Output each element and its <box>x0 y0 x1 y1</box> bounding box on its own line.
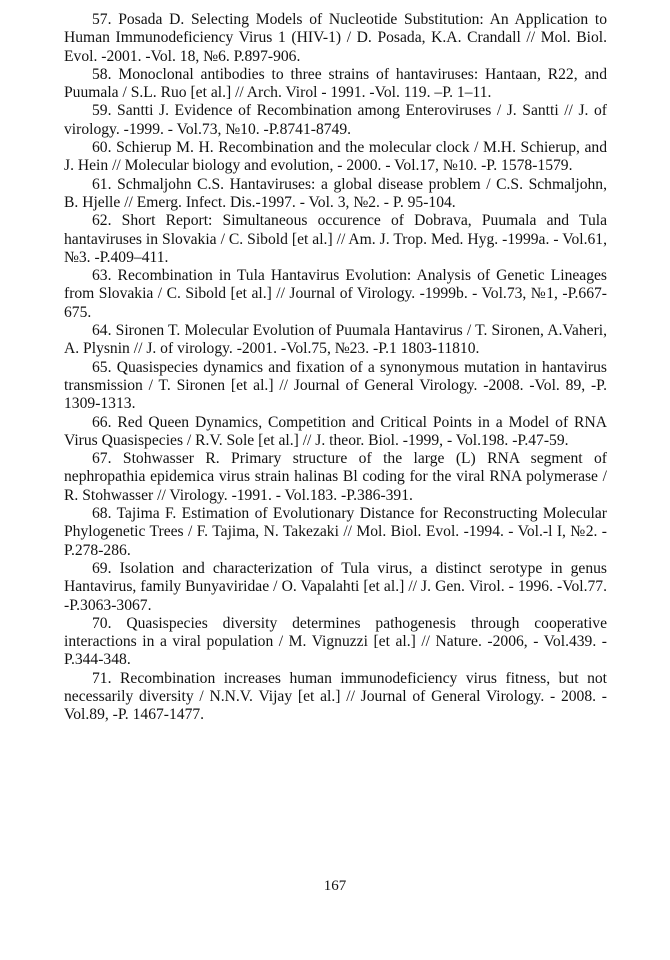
reference-69: 69. Isolation and characterization of Tula virus, a distinct serotype in genus Hantavirus, family Bunyaviridae / O. Vapalahti [et al.] // J. Gen. Virol. - 1996. -Vol.77. -P.3063-3067. <box>64 559 607 614</box>
reference-64: 64. Sironen T. Molecular Evolution of Puumala Hantavirus / T. Sironen, A.Vaheri, A. Plysnin // J. of virology. -2001. -Vol.75, №23. -P.1 1803-11810. <box>64 322 607 358</box>
reference-58: 58. Monoclonal antibodies to three strains of hantaviruses: Hantaan, R22, and Puumala / S.L. Ruo [et al.] // Arch. Virol - 1991. -Vol. 119. –P. 1–11. <box>64 65 607 102</box>
reference-68: 68. Tajima F. Estimation of Evolutionary Distance for Reconstructing Molecular Phylogenetic Trees / F. Tajima, N. Takezaki // Mol. Biol. Evol. -1994. - Vol.-l I, №2. -P.278-286. <box>64 505 607 559</box>
reference-65: 65. Quasispecies dynamics and fixation of a synonymous mutation in hantavirus transmission / T. Sironen [et al.] // Journal of General Virology. -2008. -Vol. 89, -P. 1309-1313. <box>64 358 607 413</box>
reference-list <box>64 11 607 725</box>
page-number: 167 <box>323 878 347 894</box>
reference-60: 60. Schierup M. H. Recombination and the molecular clock / M.H. Schierup, and J. Hein // Molecular biology and evolution, - 2000. - Vol.17, №10. -P. 1578-1579. <box>64 139 607 175</box>
reference-71: 71. Recombination increases human immunodeficiency virus fitness, but not necessarily diversity / N.N.V. Vijay [et al.] // Journal of General Virology. - 2008. -Vol.89, -P. 1467-1477. <box>64 669 607 724</box>
reference-61: 61. Schmaljohn C.S. Hantaviruses: a global disease problem / C.S. Schmaljohn, B. Hjelle // Emerg. Infect. Dis.-1997. - Vol. 3, №2. - P. 95-104. <box>64 175 607 211</box>
reference-66: 66. Red Queen Dynamics, Competition and Critical Points in a Model of RNA Virus Quasispecies / R.V. Sole [et al.] // J. theor. Biol. -1999, - Vol.198. -P.47-59. <box>64 413 607 449</box>
reference-57: 57. Posada D. Selecting Models of Nucleotide Substitution: An Application to Human Immunodeficiency Virus 1 (HIV-1) / D. Posada, K.A. Crandall // Mol. Biol. Evol. -2001. -Vol. 18, №6. P.897-906. <box>64 11 607 65</box>
reference-70: 70. Quasispecies diversity determines pathogenesis through cooperative interactions in a viral population / M. Vignuzzi [et al.] // Nature. -2006, - Vol.439. -P.344-348. <box>64 614 607 669</box>
reference-63: 63. Recombination in Tula Hantavirus Evolution: Analysis of Genetic Lineages from Slovakia / C. Sibold [et al.] // Journal of Virology. -1999b. - Vol.73, №1, -P.667-675. <box>64 267 607 321</box>
reference-59: 59. Santti J. Evidence of Recombination among Enteroviruses / J. Santti // J. of virology. -1999. - Vol.73, №10. -P.8741-8749. <box>64 102 607 138</box>
reference-62: 62. Short Report: Simultaneous occurence of Dobrava, Puumala and Tula hantaviruses in Slovakia / C. Sibold [et al.] // Am. J. Trop. Med. Hyg. -1999a. - Vol.61, №3. -P.409–411. <box>64 212 607 266</box>
reference-67: 67. Stohwasser R. Primary structure of the large (L) RNA segment of nephropathia epidemica virus strain halinas Bl coding for the viral RNA polymerase / R. Stohwasser // Virology. -1991. - Vol.183. -P.386-391. <box>64 450 607 504</box>
